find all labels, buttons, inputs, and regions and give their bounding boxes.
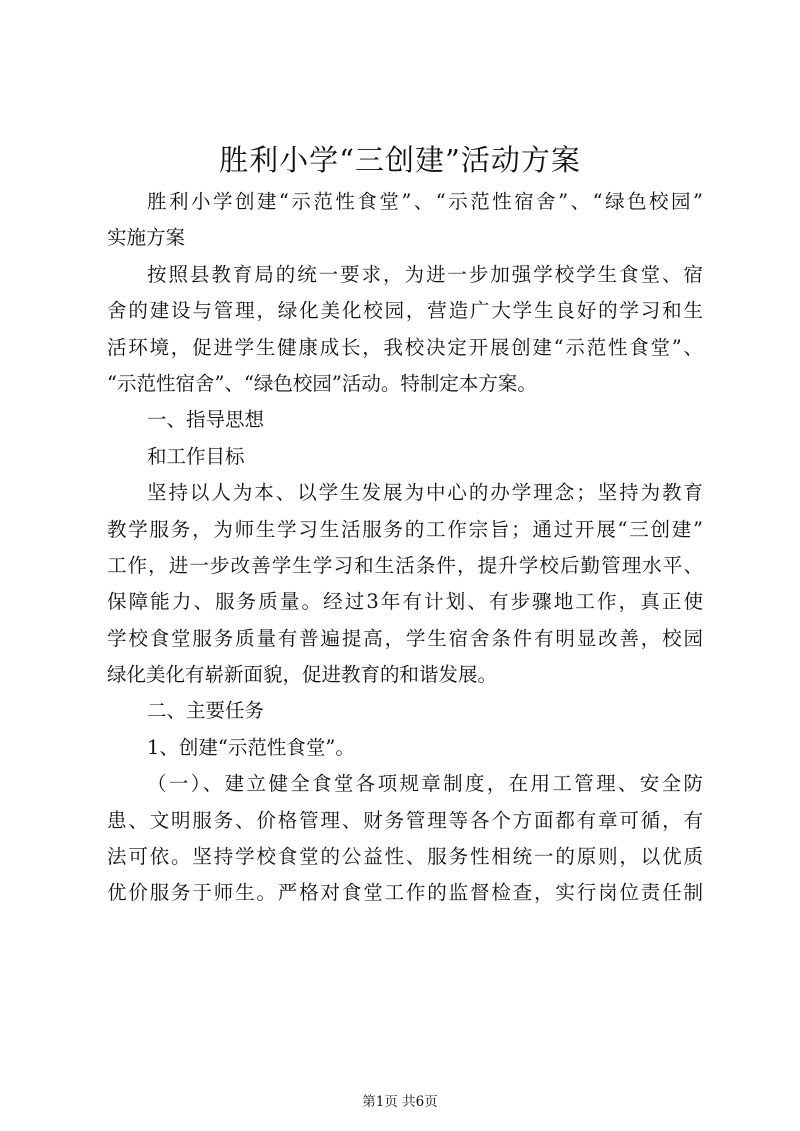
text-line: 舍的建设与管理，绿化美化校园，营造广大学生良好的学习和生 xyxy=(107,299,703,323)
text-line: 和工作目标 xyxy=(147,444,245,468)
document-title: 胜利小学“三创建”活动方案 xyxy=(219,143,581,177)
text-line: 工作，进一步改善学生学习和生活条件，提升学校后勤管理水平、 xyxy=(107,553,703,577)
text-line: 实施方案 xyxy=(107,226,186,250)
text-line: 活环境，促进学生健康成长，我校决定开展创建“示范性食堂”、 xyxy=(107,335,703,359)
text-line: 法可依。坚持学校食堂的公益性、服务性相统一的原则，以优质 xyxy=(107,845,703,869)
text-line: 保障能力、服务质量。经过3年有计划、有步骤地工作，真正使 xyxy=(107,590,703,614)
text-line: （一）、建立健全食堂各项规章制度，在用工管理、安全防 xyxy=(147,772,703,796)
text-line: 绿化美化有崭新面貌，促进教育的和谐发展。 xyxy=(107,663,498,687)
text-line: 学校食堂服务质量有普遍提高，学生宿舍条件有明显改善，校园 xyxy=(107,626,703,650)
document-body xyxy=(107,190,703,918)
text-line: 1、创建“示范性食堂”。 xyxy=(147,735,355,759)
text-line: 教学服务，为师生学习生活服务的工作宗旨；通过开展“三创建” xyxy=(107,517,703,541)
text-line: 优价服务于师生。严格对食堂工作的监督检查，实行岗位责任制 xyxy=(107,881,703,905)
text-line: 按照县教育局的统一要求，为进一步加强学校学生食堂、宿 xyxy=(147,262,703,286)
text-line: 患、文明服务、价格管理、财务管理等各个方面都有章可循，有 xyxy=(107,808,703,832)
text-line: 胜利小学创建“示范性食堂”、“示范性宿舍”、“绿色校园” xyxy=(147,190,703,213)
text-line: 坚持以人为本、以学生发展为中心的办学理念；坚持为教育 xyxy=(147,481,703,505)
page-footer: 第1页 共6页 xyxy=(362,1094,438,1110)
text-line: 一、指导思想 xyxy=(147,408,265,432)
text-line: 二、主要任务 xyxy=(147,699,265,723)
text-line: “示范性宿舍”、“绿色校园”活动。特制定本方案。 xyxy=(107,371,537,395)
